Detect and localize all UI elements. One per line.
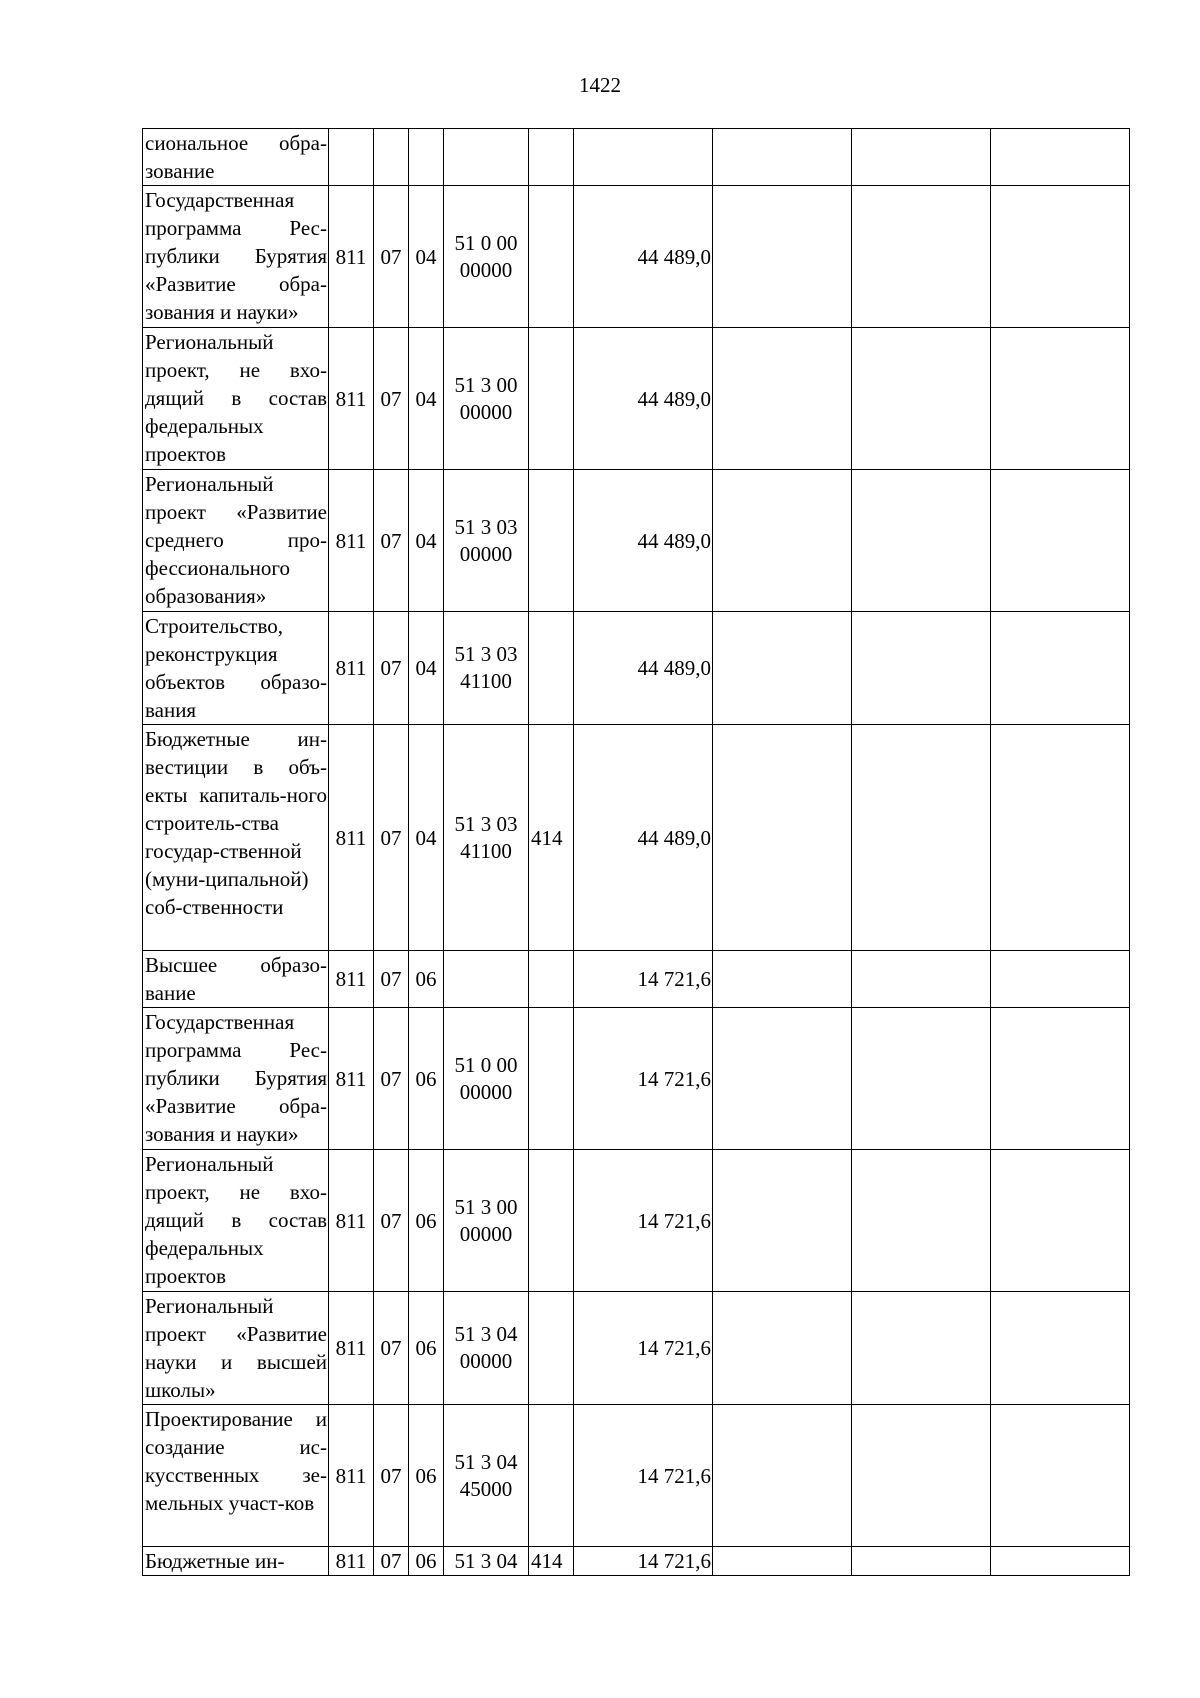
table-row xyxy=(143,1008,1130,1150)
grbs-cell xyxy=(329,328,374,470)
row-name: Государственная программа Рес-публики Бурятия «Развитие обра-зования и науки» xyxy=(145,188,327,324)
target-article-line-1: 51 3 00 xyxy=(454,1194,518,1219)
subsection-code: 06 xyxy=(415,1066,437,1091)
empty-cell-3 xyxy=(991,1008,1130,1150)
rz-cell xyxy=(374,186,409,328)
empty-cell-2 xyxy=(852,1150,991,1292)
amount: 44 489,0 xyxy=(637,528,711,553)
pr-cell xyxy=(409,129,444,186)
target-article-line-1: 51 0 00 xyxy=(454,230,518,255)
section-code: 07 xyxy=(380,1336,402,1360)
section-code: 07 xyxy=(380,825,402,850)
subsection-code: 06 xyxy=(415,1463,437,1488)
vr-cell xyxy=(529,328,574,470)
vr-cell xyxy=(529,1008,574,1150)
empty-cell-2 xyxy=(852,951,991,1008)
sum-cell xyxy=(574,1150,713,1292)
pr-cell xyxy=(409,470,444,612)
grbs-cell xyxy=(329,951,374,1008)
row-name-cell xyxy=(143,1292,329,1405)
grbs-code: 811 xyxy=(335,656,367,680)
empty-cell-1 xyxy=(713,612,852,725)
row-name-cell xyxy=(143,186,329,328)
empty-cell-2 xyxy=(852,1292,991,1405)
vr-cell xyxy=(529,1150,574,1292)
pr-cell xyxy=(409,328,444,470)
section-code: 07 xyxy=(380,1463,402,1488)
amount: 14 721,6 xyxy=(637,1066,711,1091)
grbs-code: 811 xyxy=(335,825,367,850)
expense-type-code: 414 xyxy=(531,825,563,850)
amount: 44 489,0 xyxy=(637,825,711,850)
section-code: 07 xyxy=(380,1549,402,1573)
target-article-line-1: 51 3 03 xyxy=(454,514,518,539)
csr-cell xyxy=(444,1008,529,1150)
subsection-code: 04 xyxy=(415,656,437,680)
grbs-cell xyxy=(329,186,374,328)
rz-cell xyxy=(374,1292,409,1405)
empty-cell-1 xyxy=(713,725,852,951)
amount: 14 721,6 xyxy=(637,967,711,991)
grbs-code: 811 xyxy=(335,1463,367,1488)
target-article-line-2: 00000 xyxy=(459,541,513,566)
row-name: Региональный проект, не вхо-дящий в состав федеральных проектов xyxy=(145,330,327,466)
empty-cell-2 xyxy=(852,1008,991,1150)
csr-cell xyxy=(444,186,529,328)
vr-cell xyxy=(529,951,574,1008)
row-name: Региональный проект, не вхо-дящий в состав федеральных проектов xyxy=(145,1152,327,1288)
empty-cell-2 xyxy=(852,1547,991,1576)
empty-cell-1 xyxy=(713,1150,852,1292)
empty-cell-3 xyxy=(991,1150,1130,1292)
target-article-line-1: 51 3 00 xyxy=(454,372,518,397)
vr-cell xyxy=(529,1547,574,1576)
vr-cell xyxy=(529,1405,574,1547)
csr-cell xyxy=(444,328,529,470)
sum-cell xyxy=(574,612,713,725)
table-body xyxy=(143,129,1130,1576)
grbs-cell xyxy=(329,1405,374,1547)
target-article-line-2: 45000 xyxy=(459,1476,513,1501)
section-code: 07 xyxy=(380,528,402,553)
rz-cell xyxy=(374,328,409,470)
table-row xyxy=(143,1547,1130,1576)
sum-cell xyxy=(574,186,713,328)
section-code: 07 xyxy=(380,244,402,269)
target-article-line-1: 51 3 04 xyxy=(454,1322,518,1346)
sum-cell xyxy=(574,1008,713,1150)
row-name-cell xyxy=(143,1150,329,1292)
target-article-line-2: 00000 xyxy=(459,257,513,282)
empty-cell-3 xyxy=(991,725,1130,951)
grbs-code: 811 xyxy=(335,386,367,411)
empty-cell-2 xyxy=(852,328,991,470)
amount: 14 721,6 xyxy=(637,1336,711,1360)
table-row xyxy=(143,470,1130,612)
empty-cell-3 xyxy=(991,612,1130,725)
empty-cell-1 xyxy=(713,328,852,470)
pr-cell xyxy=(409,725,444,951)
empty-cell-1 xyxy=(713,1547,852,1576)
grbs-cell xyxy=(329,129,374,186)
sum-cell xyxy=(574,328,713,470)
row-name-cell xyxy=(143,612,329,725)
csr-cell xyxy=(444,1150,529,1292)
amount: 44 489,0 xyxy=(637,386,711,411)
rz-cell xyxy=(374,1547,409,1576)
grbs-code: 811 xyxy=(335,1549,367,1573)
target-article-line-2: 00000 xyxy=(459,399,513,424)
rz-cell xyxy=(374,725,409,951)
section-code: 07 xyxy=(380,656,402,680)
row-name-cell xyxy=(143,951,329,1008)
target-article-line-2: 41100 xyxy=(460,669,512,693)
subsection-code: 06 xyxy=(415,1208,437,1233)
row-name: Региональный проект «Развитие среднего про-фессионального образования» xyxy=(145,472,327,608)
empty-cell-1 xyxy=(713,470,852,612)
empty-cell-2 xyxy=(852,1405,991,1547)
vr-cell xyxy=(529,470,574,612)
sum-cell xyxy=(574,1405,713,1547)
pr-cell xyxy=(409,186,444,328)
subsection-code: 04 xyxy=(415,386,437,411)
pr-cell xyxy=(409,1292,444,1405)
rz-cell xyxy=(374,612,409,725)
pr-cell xyxy=(409,1547,444,1576)
grbs-cell xyxy=(329,1008,374,1150)
vr-cell xyxy=(529,725,574,951)
table-row xyxy=(143,612,1130,725)
row-name-cell xyxy=(143,1008,329,1150)
grbs-code: 811 xyxy=(335,1208,367,1233)
grbs-code: 811 xyxy=(335,1336,367,1360)
table-row xyxy=(143,1405,1130,1547)
amount: 44 489,0 xyxy=(637,244,711,269)
empty-cell-3 xyxy=(991,129,1130,186)
grbs-code: 811 xyxy=(335,244,367,269)
empty-cell-3 xyxy=(991,951,1130,1008)
empty-cell-2 xyxy=(852,186,991,328)
budget-table xyxy=(142,128,1130,1576)
row-name: Бюджетные ин-вестиции в объ-екты капиталь-ного строитель-ства государ-ственной (муни-ципальной) соб-ственности xyxy=(145,727,327,919)
target-article-line-1: 51 0 00 xyxy=(454,1052,518,1077)
pr-cell xyxy=(409,1150,444,1292)
empty-cell-1 xyxy=(713,1008,852,1150)
target-article-line-1: 51 3 03 xyxy=(454,811,518,836)
empty-cell-2 xyxy=(852,470,991,612)
row-name: Высшее образо-вание xyxy=(145,953,327,1005)
sum-cell xyxy=(574,1547,713,1576)
expense-type-code: 414 xyxy=(531,1549,563,1573)
vr-cell xyxy=(529,612,574,725)
row-name: Государственная программа Рес-публики Бурятия «Развитие обра-зования и науки» xyxy=(145,1010,327,1146)
pr-cell xyxy=(409,612,444,725)
subsection-code: 04 xyxy=(415,825,437,850)
empty-cell-2 xyxy=(852,725,991,951)
section-code: 07 xyxy=(380,1066,402,1091)
sum-cell xyxy=(574,951,713,1008)
target-article-line-2: 00000 xyxy=(459,1079,513,1104)
empty-cell-1 xyxy=(713,186,852,328)
amount: 14 721,6 xyxy=(637,1463,711,1488)
sum-cell xyxy=(574,1292,713,1405)
row-name-cell xyxy=(143,1405,329,1547)
row-name: Региональный проект «Развитие науки и высшей школы» xyxy=(145,1294,327,1402)
vr-cell xyxy=(529,1292,574,1405)
grbs-cell xyxy=(329,1292,374,1405)
target-article-line-2: 00000 xyxy=(459,1349,513,1373)
empty-cell-1 xyxy=(713,129,852,186)
sum-cell xyxy=(574,129,713,186)
rz-cell xyxy=(374,1150,409,1292)
amount: 44 489,0 xyxy=(637,656,711,680)
target-article-line-1: 51 3 04 xyxy=(454,1548,518,1573)
target-article-line-2: 00000 xyxy=(459,1221,513,1246)
grbs-cell xyxy=(329,1547,374,1576)
empty-cell-3 xyxy=(991,186,1130,328)
empty-cell-2 xyxy=(852,129,991,186)
grbs-cell xyxy=(329,470,374,612)
pr-cell xyxy=(409,1405,444,1547)
empty-cell-3 xyxy=(991,1547,1130,1576)
csr-cell xyxy=(444,470,529,612)
sum-cell xyxy=(574,725,713,951)
rz-cell xyxy=(374,129,409,186)
csr-cell xyxy=(444,129,529,186)
grbs-code: 811 xyxy=(335,528,367,553)
rz-cell xyxy=(374,1405,409,1547)
target-article-line-2: 41100 xyxy=(460,838,512,863)
section-code: 07 xyxy=(380,386,402,411)
row-name: Бюджетные ин- xyxy=(145,1549,285,1573)
row-name-cell xyxy=(143,725,329,951)
rz-cell xyxy=(374,470,409,612)
rz-cell xyxy=(374,951,409,1008)
row-name-cell xyxy=(143,129,329,186)
csr-cell xyxy=(444,612,529,725)
row-name-cell xyxy=(143,470,329,612)
table-row xyxy=(143,725,1130,951)
row-name: Строительство, реконструкция объектов образо-вания xyxy=(145,614,327,722)
vr-cell xyxy=(529,129,574,186)
row-name: Проектирование и создание ис-кусственных зе-мельных участ-ков xyxy=(145,1407,327,1515)
row-name-cell xyxy=(143,328,329,470)
empty-cell-2 xyxy=(852,612,991,725)
section-code: 07 xyxy=(380,967,402,991)
csr-cell xyxy=(444,1547,529,1576)
pr-cell xyxy=(409,951,444,1008)
grbs-cell xyxy=(329,725,374,951)
amount: 14 721,6 xyxy=(637,1208,711,1233)
table-row xyxy=(143,186,1130,328)
row-name: сиональное обра-зование xyxy=(145,131,327,183)
grbs-cell xyxy=(329,612,374,725)
row-name-cell xyxy=(143,1547,329,1576)
empty-cell-1 xyxy=(713,951,852,1008)
empty-cell-1 xyxy=(713,1292,852,1405)
grbs-code: 811 xyxy=(335,967,367,991)
table-row xyxy=(143,129,1130,186)
vr-cell xyxy=(529,186,574,328)
empty-cell-3 xyxy=(991,1292,1130,1405)
table-row xyxy=(143,951,1130,1008)
subsection-code: 04 xyxy=(415,244,437,269)
amount: 14 721,6 xyxy=(637,1549,711,1573)
rz-cell xyxy=(374,1008,409,1150)
empty-cell-3 xyxy=(991,1405,1130,1547)
csr-cell xyxy=(444,1292,529,1405)
csr-cell xyxy=(444,725,529,951)
sum-cell xyxy=(574,470,713,612)
table-row xyxy=(143,328,1130,470)
subsection-code: 06 xyxy=(415,967,437,991)
table-row xyxy=(143,1150,1130,1292)
target-article-line-1: 51 3 03 xyxy=(454,642,518,666)
empty-cell-3 xyxy=(991,470,1130,612)
subsection-code: 04 xyxy=(415,528,437,553)
empty-cell-3 xyxy=(991,328,1130,470)
empty-cell-1 xyxy=(713,1405,852,1547)
page-number: 1422 xyxy=(579,73,621,97)
pr-cell xyxy=(409,1008,444,1150)
subsection-code: 06 xyxy=(415,1549,437,1573)
target-article-line-1: 51 3 04 xyxy=(454,1449,518,1474)
subsection-code: 06 xyxy=(415,1336,437,1360)
grbs-code: 811 xyxy=(335,1066,367,1091)
grbs-cell xyxy=(329,1150,374,1292)
csr-cell xyxy=(444,1405,529,1547)
csr-cell xyxy=(444,951,529,1008)
section-code: 07 xyxy=(380,1208,402,1233)
table-row xyxy=(143,1292,1130,1405)
